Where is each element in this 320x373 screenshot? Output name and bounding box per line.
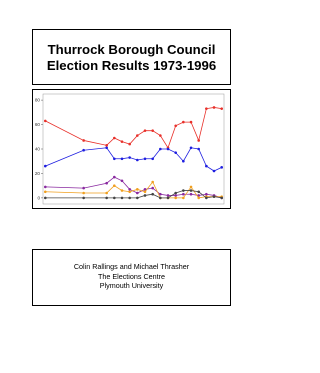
data-point xyxy=(113,157,116,160)
data-point xyxy=(182,193,185,196)
data-point xyxy=(105,144,108,147)
data-point xyxy=(151,181,154,184)
data-point xyxy=(82,192,85,195)
data-point xyxy=(82,197,85,200)
line-chart xyxy=(33,90,230,208)
data-point xyxy=(151,157,154,160)
data-point xyxy=(213,106,216,109)
data-point xyxy=(167,197,170,200)
data-point xyxy=(159,148,162,151)
data-point xyxy=(213,170,216,173)
data-point xyxy=(82,187,85,190)
data-point xyxy=(197,139,200,142)
data-point xyxy=(113,176,116,179)
data-point xyxy=(128,197,131,200)
y-tick-label: 60 xyxy=(34,122,40,128)
data-point xyxy=(105,192,108,195)
data-point xyxy=(121,157,124,160)
data-point xyxy=(136,197,139,200)
data-point xyxy=(174,151,177,154)
data-point xyxy=(113,197,116,200)
data-point xyxy=(205,193,208,196)
data-point xyxy=(220,166,223,169)
y-tick-label: 40 xyxy=(34,146,40,152)
data-point xyxy=(128,156,131,159)
data-point xyxy=(190,121,193,124)
data-point xyxy=(121,197,124,200)
credit-authors: Colin Rallings and Michael Thrasher xyxy=(73,262,190,271)
data-point xyxy=(182,197,185,200)
data-point xyxy=(174,194,177,197)
data-point xyxy=(113,137,116,140)
data-point xyxy=(105,182,108,185)
data-point xyxy=(82,149,85,152)
y-tick-label: 0 xyxy=(37,195,40,201)
y-tick-label: 80 xyxy=(34,97,40,103)
title-line-2: Election Results 1973-1996 xyxy=(46,58,217,73)
data-point xyxy=(190,146,193,149)
title-line-1: Thurrock Borough Council xyxy=(47,42,216,57)
data-point xyxy=(159,134,162,137)
data-point xyxy=(128,190,131,193)
data-point xyxy=(144,190,147,193)
data-point xyxy=(220,197,223,200)
data-point xyxy=(136,192,139,195)
data-point xyxy=(44,165,47,168)
credit-box xyxy=(32,249,231,306)
data-point xyxy=(167,194,170,197)
data-point xyxy=(205,107,208,110)
data-point xyxy=(151,129,154,132)
data-point xyxy=(190,186,193,189)
credit-organisation: The Elections Centre xyxy=(97,271,166,281)
data-point xyxy=(182,121,185,124)
data-point xyxy=(220,107,223,110)
data-point xyxy=(105,197,108,200)
data-point xyxy=(105,146,108,149)
data-point xyxy=(167,148,170,151)
data-point xyxy=(44,197,47,200)
data-point xyxy=(190,193,193,196)
data-point xyxy=(144,194,147,197)
data-point xyxy=(174,124,177,127)
y-tick-label: 20 xyxy=(34,171,40,177)
data-point xyxy=(144,157,147,160)
data-point xyxy=(136,188,139,191)
data-point xyxy=(121,179,124,182)
data-point xyxy=(159,197,162,200)
data-point xyxy=(82,139,85,142)
data-point xyxy=(174,197,177,200)
data-point xyxy=(136,159,139,162)
data-point xyxy=(144,129,147,132)
title-box xyxy=(32,29,231,85)
data-point xyxy=(190,189,193,192)
data-point xyxy=(136,134,139,137)
data-point xyxy=(174,192,177,195)
chart-box xyxy=(32,89,231,209)
data-point xyxy=(44,186,47,189)
data-point xyxy=(151,193,154,196)
data-point xyxy=(121,140,124,143)
data-point xyxy=(121,189,124,192)
data-point xyxy=(44,120,47,123)
data-point xyxy=(197,197,200,200)
data-point xyxy=(113,184,116,187)
data-point xyxy=(128,143,131,146)
data-point xyxy=(128,188,131,191)
data-point xyxy=(44,190,47,193)
data-point xyxy=(182,189,185,192)
data-point xyxy=(197,148,200,151)
data-point xyxy=(205,165,208,168)
credit-university: Plymouth University xyxy=(99,281,164,290)
data-point xyxy=(197,190,200,193)
data-point xyxy=(151,187,154,190)
data-point xyxy=(213,195,216,198)
data-point xyxy=(205,197,208,200)
data-point xyxy=(182,160,185,163)
